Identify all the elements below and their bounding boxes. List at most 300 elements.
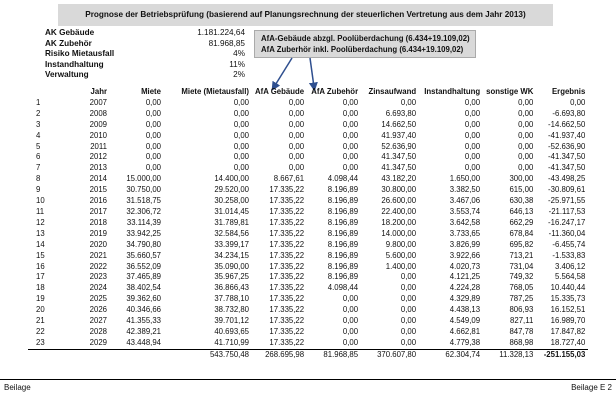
cell-afa-zubehoer: 8.196,89 [327, 272, 359, 282]
cell-ergebnis: -14.662,50 [548, 119, 586, 129]
cell-zinsaufwand: 0,00 [400, 272, 417, 282]
cell-miete: 39.362,60 [126, 294, 161, 304]
cell-instandhaltung: 4.121,25 [449, 272, 481, 282]
total-row-index [28, 349, 56, 360]
cell-afa-gebaeude: 17.335,22 [269, 316, 305, 326]
cell-zinsaufwand: 0,00 [400, 294, 417, 304]
cell-afa-gebaeude: 17.335,22 [269, 228, 305, 238]
table-row [28, 131, 588, 142]
cell-ergebnis: -6.693,80 [552, 108, 586, 118]
cell-afa-gebaeude: 17.335,22 [269, 196, 305, 206]
cell-sonstige-wk: 0,00 [518, 97, 534, 107]
cell-zinsaufwand: 0,00 [400, 326, 417, 336]
param-value: 1.181.224,64 [197, 28, 245, 37]
cell-miete: 0,00 [145, 152, 161, 162]
table-row [28, 294, 588, 305]
cell-afa-gebaeude: 17.335,22 [269, 239, 305, 249]
cell-miete-mietausfall: 39.701,12 [214, 316, 249, 326]
footer-right-label: Beilage E 2 [571, 383, 612, 392]
cell-zinsaufwand: 0,00 [400, 283, 417, 293]
afa-callout-note [254, 30, 476, 58]
cell-miete: 41.355,33 [126, 316, 161, 326]
table-row [28, 327, 588, 338]
cell-row-index: 11 [36, 206, 45, 216]
cell-afa-gebaeude: 17.335,22 [269, 206, 305, 216]
param-ak-gebaeude [45, 28, 245, 39]
cell-jahr: 2023 [89, 272, 107, 282]
cell-afa-zubehoer: 0,00 [342, 163, 359, 173]
cell-ergebnis: 16.152,51 [550, 305, 586, 315]
cell-sonstige-wk: 0,00 [518, 163, 534, 173]
table-row [28, 185, 588, 196]
cell-zinsaufwand: 22.400,00 [381, 206, 417, 216]
cell-instandhaltung: 0,00 [464, 152, 481, 162]
cell-miete-mietausfall: 0,00 [233, 119, 249, 129]
total-miete [110, 349, 164, 360]
cell-ergebnis: -43.498,25 [548, 174, 586, 184]
cell-miete-mietausfall: 29.520,00 [214, 185, 249, 195]
cell-instandhaltung: 4.020,73 [449, 261, 481, 271]
cell-afa-zubehoer: 4.098,44 [327, 174, 359, 184]
cell-miete: 35.660,57 [126, 250, 161, 260]
header-jahr: Jahr [90, 87, 107, 96]
forecast-table [28, 87, 588, 361]
cell-miete-mietausfall: 38.732,80 [214, 305, 249, 315]
cell-row-index: 3 [36, 119, 41, 129]
cell-sonstige-wk: 630,38 [509, 196, 534, 206]
table-row [28, 229, 588, 240]
cell-instandhaltung: 4.549,09 [449, 316, 481, 326]
header-zinsaufwand: Zinsaufwand [368, 87, 417, 96]
cell-zinsaufwand: 41.937,40 [381, 130, 417, 140]
cell-zinsaufwand: 30.800,00 [381, 185, 417, 195]
cell-ergebnis: -21.117,53 [548, 206, 586, 216]
param-instandhaltung [45, 60, 245, 71]
cell-afa-zubehoer: 0,00 [342, 119, 359, 129]
cell-sonstige-wk: 749,32 [509, 272, 534, 282]
param-label: AK Zubehör [45, 38, 92, 48]
cell-ergebnis: 5.564,58 [554, 272, 586, 282]
cell-zinsaufwand: 6.693,80 [385, 108, 417, 118]
cell-jahr: 2027 [89, 316, 107, 326]
cell-jahr: 2014 [89, 174, 107, 184]
cell-jahr: 2021 [89, 250, 107, 260]
table-row [28, 305, 588, 316]
cell-jahr: 2008 [89, 108, 107, 118]
total-afa-zubehoer: 81.968,85 [307, 349, 361, 360]
cell-row-index: 17 [36, 272, 45, 282]
cell-afa-gebaeude: 17.335,22 [269, 261, 305, 271]
cell-jahr: 2028 [89, 326, 107, 336]
cell-afa-gebaeude: 17.335,22 [269, 283, 305, 293]
table-row [28, 338, 588, 349]
cell-instandhaltung: 3.553,74 [449, 206, 481, 216]
cell-afa-gebaeude: 0,00 [288, 152, 305, 162]
table-row [28, 262, 588, 273]
table-row [28, 207, 588, 218]
cell-afa-gebaeude: 0,00 [288, 130, 305, 140]
cell-afa-gebaeude: 0,00 [288, 163, 305, 173]
cell-zinsaufwand: 52.636,90 [381, 141, 417, 151]
cell-zinsaufwand: 26.600,00 [381, 196, 417, 206]
cell-sonstige-wk: 695,82 [509, 239, 534, 249]
param-label: Instandhaltung [45, 59, 104, 69]
table-row [28, 163, 588, 174]
cell-miete: 0,00 [145, 108, 161, 118]
cell-sonstige-wk: 0,00 [518, 130, 534, 140]
cell-zinsaufwand: 41.347,50 [381, 163, 417, 173]
cell-instandhaltung: 3.382,50 [449, 185, 481, 195]
cell-ergebnis: 16.989,70 [550, 316, 586, 326]
table-row [28, 283, 588, 294]
cell-sonstige-wk: 713,21 [509, 250, 534, 260]
table-row [28, 174, 588, 185]
cell-row-index: 18 [36, 283, 45, 293]
cell-miete-mietausfall: 36.866,43 [214, 283, 249, 293]
cell-miete: 34.790,80 [126, 239, 161, 249]
arrow-to-afa-gebaeude [274, 58, 292, 87]
header-afa-zubehoer: AfA Zubehör [311, 87, 359, 96]
cell-miete: 0,00 [145, 141, 161, 151]
cell-ergebnis: -16.247,17 [548, 217, 586, 227]
table-row [28, 142, 588, 153]
cell-ergebnis: -6.455,74 [552, 239, 586, 249]
cell-sonstige-wk: 615,00 [509, 185, 534, 195]
cell-miete-mietausfall: 33.399,17 [214, 239, 249, 249]
cell-miete-mietausfall: 35.090,00 [214, 261, 249, 271]
cell-row-index: 9 [36, 185, 41, 195]
cell-ergebnis: -41.937,40 [548, 130, 586, 140]
cell-miete-mietausfall: 34.234,15 [214, 250, 249, 260]
cell-jahr: 2029 [89, 337, 107, 347]
cell-ergebnis: -41.347,50 [548, 163, 586, 173]
cell-zinsaufwand: 0,00 [400, 97, 417, 107]
cell-row-index: 12 [36, 217, 45, 227]
cell-instandhaltung: 4.438,13 [449, 305, 481, 315]
cell-jahr: 2019 [89, 228, 107, 238]
cell-miete: 36.552,09 [126, 261, 161, 271]
cell-afa-zubehoer: 0,00 [342, 305, 359, 315]
cell-jahr: 2012 [89, 152, 107, 162]
cell-afa-zubehoer: 8.196,89 [327, 228, 359, 238]
parameters-block [45, 28, 245, 81]
cell-afa-zubehoer: 0,00 [342, 130, 359, 140]
param-verwaltung [45, 70, 245, 81]
cell-miete-mietausfall: 40.693,65 [214, 326, 249, 336]
cell-instandhaltung: 1.650,00 [449, 174, 481, 184]
cell-instandhaltung: 3.642,58 [449, 217, 481, 227]
cell-instandhaltung: 3.733,65 [449, 228, 481, 238]
arrow-to-afa-zubehoer [310, 58, 314, 87]
total-sonstige-wk: 11.328,13 [483, 349, 536, 360]
cell-miete: 40.346,66 [126, 305, 161, 315]
cell-afa-gebaeude: 0,00 [288, 141, 305, 151]
table-row [28, 251, 588, 262]
cell-jahr: 2007 [89, 97, 107, 107]
cell-afa-gebaeude: 17.335,22 [269, 294, 305, 304]
table-row [28, 109, 588, 120]
cell-jahr: 2022 [89, 261, 107, 271]
cell-miete-mietausfall: 0,00 [233, 97, 249, 107]
callout-line-gebaeude: AfA-Gebäude abzgl. Poolüberdachung (6.434+19.109,02) [261, 34, 470, 43]
cell-row-index: 13 [36, 228, 45, 238]
cell-ergebnis: -1.533,83 [552, 250, 586, 260]
cell-ergebnis: -30.809,61 [548, 185, 586, 195]
cell-ergebnis: 3.406,12 [554, 261, 586, 271]
param-value: 81.968,85 [208, 38, 245, 48]
cell-jahr: 2024 [89, 283, 107, 293]
param-value: 11% [229, 59, 245, 69]
cell-row-index: 4 [36, 130, 41, 140]
cell-afa-zubehoer: 0,00 [342, 97, 359, 107]
footer-left-label: Beilage [4, 383, 31, 392]
cell-zinsaufwand: 1.400,00 [385, 261, 417, 271]
cell-row-index: 21 [36, 316, 45, 326]
cell-miete-mietausfall: 0,00 [233, 108, 249, 118]
table-row [28, 152, 588, 163]
cell-miete: 32.306,72 [126, 206, 161, 216]
total-miete-mietausfall: 543.750,48 [164, 349, 252, 360]
cell-sonstige-wk: 678,84 [509, 228, 534, 238]
cell-row-index: 2 [36, 108, 41, 118]
table-row [28, 98, 588, 109]
cell-zinsaufwand: 0,00 [400, 337, 417, 347]
cell-instandhaltung: 3.922,66 [449, 250, 481, 260]
cell-miete-mietausfall: 37.788,10 [214, 294, 249, 304]
totals-row [28, 349, 588, 360]
cell-jahr: 2026 [89, 305, 107, 315]
cell-miete-mietausfall: 0,00 [233, 152, 249, 162]
param-label: AK Gebäude [45, 28, 95, 37]
cell-afa-zubehoer: 8.196,89 [327, 185, 359, 195]
cell-miete: 33.114,39 [126, 217, 161, 227]
cell-sonstige-wk: 662,29 [509, 217, 534, 227]
cell-miete-mietausfall: 0,00 [233, 163, 249, 173]
cell-afa-zubehoer: 0,00 [342, 337, 359, 347]
cell-row-index: 8 [36, 174, 41, 184]
cell-afa-zubehoer: 0,00 [342, 152, 359, 162]
cell-afa-zubehoer: 0,00 [342, 316, 359, 326]
table-row [28, 218, 588, 229]
cell-miete: 42.389,21 [126, 326, 161, 336]
cell-afa-gebaeude: 17.335,22 [269, 250, 305, 260]
cell-afa-zubehoer: 8.196,89 [327, 217, 359, 227]
cell-instandhaltung: 3.826,99 [449, 239, 481, 249]
cell-zinsaufwand: 18.200,00 [381, 217, 417, 227]
cell-row-index: 19 [36, 294, 45, 304]
cell-afa-gebaeude: 8.667,61 [273, 174, 305, 184]
param-ak-zubehoer [45, 39, 245, 50]
cell-row-index: 10 [36, 196, 45, 206]
cell-zinsaufwand: 9.800,00 [385, 239, 417, 249]
total-jahr [56, 349, 110, 360]
cell-miete-mietausfall: 0,00 [233, 130, 249, 140]
cell-miete-mietausfall: 32.584,56 [214, 228, 249, 238]
cell-instandhaltung: 0,00 [464, 97, 481, 107]
cell-afa-gebaeude: 17.335,22 [269, 217, 305, 227]
table-row [28, 240, 588, 251]
cell-ergebnis: -41.347,50 [548, 152, 586, 162]
cell-afa-gebaeude: 17.335,22 [269, 337, 305, 347]
cell-jahr: 2018 [89, 217, 107, 227]
cell-instandhaltung: 0,00 [464, 108, 481, 118]
cell-afa-zubehoer: 0,00 [342, 108, 359, 118]
cell-instandhaltung: 0,00 [464, 130, 481, 140]
cell-miete: 38.402,54 [126, 283, 161, 293]
cell-row-index: 1 [36, 97, 41, 107]
header-instandhaltung: Instandhaltung [424, 87, 481, 96]
cell-sonstige-wk: 0,00 [518, 152, 534, 162]
cell-miete: 0,00 [145, 97, 161, 107]
cell-row-index: 16 [36, 261, 45, 271]
cell-afa-zubehoer: 8.196,89 [327, 196, 359, 206]
cell-miete: 0,00 [145, 163, 161, 173]
cell-miete: 37.465,89 [126, 272, 161, 282]
header-sonstige-wk: sonstige WK [486, 87, 534, 96]
table-row [28, 196, 588, 207]
cell-miete: 30.750,00 [126, 185, 161, 195]
cell-row-index: 20 [36, 305, 45, 315]
total-afa-gebaeude: 268.695,98 [252, 349, 307, 360]
cell-sonstige-wk: 768,05 [509, 283, 534, 293]
param-risiko-mietausfall [45, 49, 245, 60]
cell-instandhaltung: 3.467,06 [449, 196, 481, 206]
cell-zinsaufwand: 0,00 [400, 316, 417, 326]
cell-miete-mietausfall: 31.789,81 [214, 217, 249, 227]
cell-row-index: 22 [36, 326, 45, 336]
cell-ergebnis: -52.636,90 [548, 141, 586, 151]
cell-instandhaltung: 4.329,89 [449, 294, 481, 304]
cell-afa-gebaeude: 0,00 [288, 97, 305, 107]
param-value: 4% [233, 49, 245, 59]
cell-ergebnis: 17.847,82 [550, 326, 586, 336]
cell-jahr: 2017 [89, 206, 107, 216]
cell-afa-zubehoer: 8.196,89 [327, 206, 359, 216]
cell-miete-mietausfall: 30.258,00 [214, 196, 249, 206]
cell-afa-zubehoer: 8.196,89 [327, 239, 359, 249]
cell-miete: 33.942,25 [126, 228, 161, 238]
cell-row-index: 14 [36, 239, 45, 249]
cell-jahr: 2010 [89, 130, 107, 140]
cell-afa-zubehoer: 8.196,89 [327, 250, 359, 260]
cell-afa-zubehoer: 0,00 [342, 326, 359, 336]
cell-afa-zubehoer: 4.098,44 [327, 283, 359, 293]
cell-afa-gebaeude: 0,00 [288, 119, 305, 129]
cell-sonstige-wk: 847,78 [509, 326, 534, 336]
table-row [28, 120, 588, 131]
cell-row-index: 15 [36, 250, 45, 260]
cell-ergebnis: 18.727,40 [550, 337, 586, 347]
callout-line-zubehoer: AfA Zuberhör inkl. Poolüberdachung (6.434+19.109,02) [261, 45, 464, 54]
cell-sonstige-wk: 868,98 [509, 337, 534, 347]
cell-sonstige-wk: 0,00 [518, 119, 534, 129]
cell-miete-mietausfall: 31.014,45 [214, 206, 249, 216]
param-label: Risiko Mietausfall [45, 49, 115, 59]
table-body [28, 98, 588, 361]
cell-jahr: 2009 [89, 119, 107, 129]
cell-instandhaltung: 0,00 [464, 141, 481, 151]
cell-miete-mietausfall: 41.710,99 [214, 337, 249, 347]
cell-miete: 31.518,75 [126, 196, 161, 206]
cell-instandhaltung: 4.779,38 [449, 337, 481, 347]
cell-sonstige-wk: 806,93 [509, 305, 534, 315]
cell-miete-mietausfall: 0,00 [233, 141, 249, 151]
document-title: Prognose der Betriebsprüfung (basierend auf Planungsrechnung der steuerlichen Vertretung aus dem Jahr 2013) [58, 4, 553, 26]
param-label: Verwaltung [45, 70, 89, 80]
cell-sonstige-wk: 731,04 [509, 261, 534, 271]
cell-miete: 43.448,94 [126, 337, 161, 347]
cell-instandhaltung: 0,00 [464, 119, 481, 129]
cell-zinsaufwand: 5.600,00 [385, 250, 417, 260]
cell-sonstige-wk: 300,00 [509, 174, 534, 184]
cell-jahr: 2025 [89, 294, 107, 304]
total-zinsaufwand: 370.607,80 [361, 349, 419, 360]
cell-zinsaufwand: 41.347,50 [381, 152, 417, 162]
cell-sonstige-wk: 0,00 [518, 108, 534, 118]
cell-afa-zubehoer: 0,00 [342, 141, 359, 151]
cell-ergebnis: 15.335,73 [550, 294, 586, 304]
cell-sonstige-wk: 646,13 [509, 206, 534, 216]
cell-zinsaufwand: 0,00 [400, 305, 417, 315]
table-row [28, 272, 588, 283]
header-ergebnis: Ergebnis [551, 87, 586, 96]
cell-jahr: 2013 [89, 163, 107, 173]
cell-sonstige-wk: 0,00 [518, 141, 534, 151]
header-afa-gebaeude: AfA Gebäude [255, 87, 305, 96]
cell-afa-gebaeude: 0,00 [288, 108, 305, 118]
cell-miete: 0,00 [145, 119, 161, 129]
cell-row-index: 23 [36, 337, 45, 347]
cell-zinsaufwand: 43.182,20 [381, 174, 417, 184]
cell-afa-zubehoer: 0,00 [342, 294, 359, 304]
cell-jahr: 2016 [89, 196, 107, 206]
cell-miete-mietausfall: 35.967,25 [214, 272, 249, 282]
cell-ergebnis: -11.360,04 [548, 228, 586, 238]
cell-sonstige-wk: 827,11 [510, 316, 534, 326]
total-instandhaltung: 62.304,74 [419, 349, 483, 360]
param-value: 2% [233, 70, 245, 80]
cell-row-index: 6 [36, 152, 41, 162]
cell-instandhaltung: 4.662,81 [449, 326, 481, 336]
cell-jahr: 2020 [89, 239, 107, 249]
cell-row-index: 7 [36, 163, 41, 173]
cell-afa-gebaeude: 17.335,22 [269, 185, 305, 195]
cell-afa-zubehoer: 8.196,89 [327, 261, 359, 271]
header-miete: Miete [141, 87, 161, 96]
cell-instandhaltung: 0,00 [464, 163, 481, 173]
cell-ergebnis: 0,00 [570, 97, 586, 107]
cell-instandhaltung: 4.224,28 [449, 283, 481, 293]
cell-zinsaufwand: 14.662,50 [381, 119, 417, 129]
cell-miete-mietausfall: 14.400,00 [214, 174, 249, 184]
total-ergebnis: -251.155,03 [536, 349, 588, 360]
cell-row-index: 5 [36, 141, 41, 151]
cell-zinsaufwand: 14.000,00 [381, 228, 417, 238]
cell-ergebnis: 10.440,44 [550, 283, 586, 293]
cell-miete: 0,00 [145, 130, 161, 140]
footer-divider [0, 379, 616, 380]
cell-afa-gebaeude: 17.335,22 [269, 326, 305, 336]
cell-ergebnis: -25.971,55 [548, 196, 586, 206]
cell-jahr: 2011 [90, 141, 107, 151]
cell-sonstige-wk: 787,25 [509, 294, 534, 304]
cell-afa-gebaeude: 17.335,22 [269, 305, 305, 315]
cell-jahr: 2015 [89, 185, 107, 195]
table-row [28, 316, 588, 327]
cell-afa-gebaeude: 17.335,22 [269, 272, 305, 282]
header-miete-mietausfall: Miete (Mietausfall) [181, 87, 249, 96]
table-header-row [28, 87, 588, 98]
